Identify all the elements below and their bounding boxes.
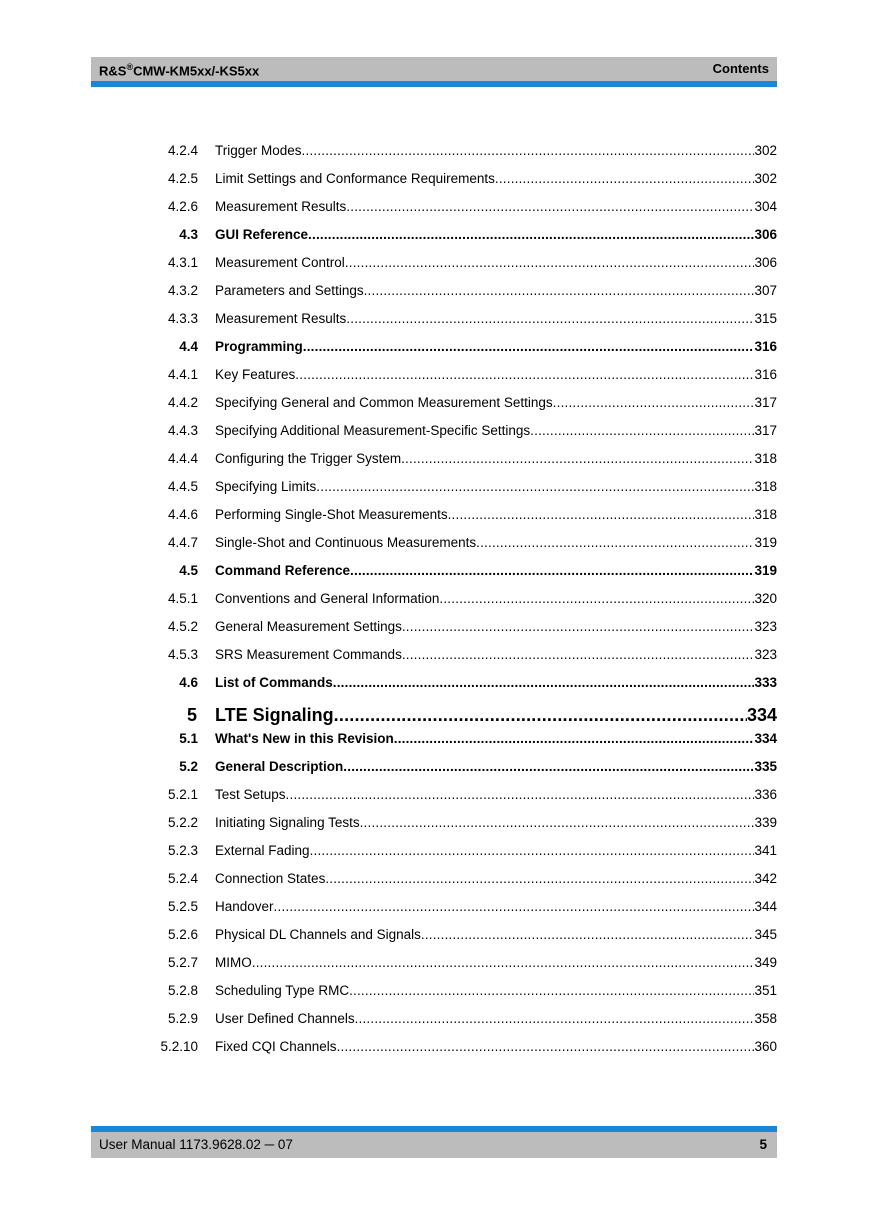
toc-entry-number: 4.5.2 bbox=[167, 619, 198, 634]
leader-dots bbox=[295, 364, 754, 386]
toc-entry-title: GUI Reference bbox=[215, 227, 309, 242]
toc-entry-page: 316 bbox=[754, 367, 777, 382]
toc-entry-page: 344 bbox=[754, 899, 777, 914]
toc-entry-line bbox=[215, 168, 777, 190]
toc-entry-title: What's New in this Revision bbox=[215, 731, 394, 746]
leader-dots bbox=[421, 924, 755, 946]
toc-entry[interactable] bbox=[0, 616, 869, 638]
toc-entry-line bbox=[215, 392, 777, 414]
page-header bbox=[91, 57, 777, 87]
toc-entry[interactable] bbox=[0, 448, 869, 470]
toc-entry-title: Handover bbox=[215, 899, 274, 914]
toc-entry-page: 302 bbox=[754, 143, 777, 158]
toc-entry[interactable] bbox=[0, 280, 869, 302]
toc-entry-title: Measurement Control bbox=[215, 255, 345, 270]
toc-entry-line bbox=[215, 448, 777, 470]
toc-entry[interactable] bbox=[0, 784, 869, 806]
toc-entry-number: 4.4.7 bbox=[167, 535, 198, 550]
toc-entry-title: User Defined Channels bbox=[215, 1011, 355, 1026]
toc-entry-line bbox=[215, 616, 777, 638]
toc-entry-page: 339 bbox=[754, 815, 777, 830]
toc-entry-line bbox=[215, 644, 777, 666]
toc-entry-line bbox=[215, 588, 777, 610]
toc-entry-number: 4.4.3 bbox=[167, 423, 198, 438]
toc-entry-page: 360 bbox=[754, 1039, 777, 1054]
toc-entry-page: 336 bbox=[754, 787, 777, 802]
leader-dots bbox=[349, 980, 754, 1002]
leader-dots bbox=[310, 840, 755, 862]
toc-entry-line bbox=[215, 308, 777, 330]
leader-dots bbox=[252, 952, 755, 974]
toc-entry-number: 5.2.9 bbox=[167, 1011, 198, 1026]
toc-entry-number: 5.2.1 bbox=[167, 787, 198, 802]
toc-entry[interactable] bbox=[0, 672, 869, 694]
leader-dots bbox=[325, 868, 754, 890]
toc-entry-number: 5.2.7 bbox=[167, 955, 198, 970]
leader-dots bbox=[346, 196, 754, 218]
toc-entry-page: 306 bbox=[754, 227, 777, 242]
leader-dots bbox=[308, 224, 754, 246]
toc-entry-number: 4.4.4 bbox=[167, 451, 198, 466]
toc-entry-line bbox=[215, 504, 777, 526]
toc-entry-number: 5.2.6 bbox=[167, 927, 198, 942]
toc-entry[interactable] bbox=[0, 392, 869, 414]
toc-entry-title: Scheduling Type RMC bbox=[215, 983, 350, 998]
toc-entry-line bbox=[215, 364, 777, 386]
toc-entry-number: 4.2.6 bbox=[167, 199, 198, 214]
toc-entry-number: 4.4.2 bbox=[167, 395, 198, 410]
toc-entry[interactable] bbox=[0, 364, 869, 386]
toc-entry-line bbox=[215, 420, 777, 442]
toc-entry-line bbox=[215, 868, 777, 890]
toc-entry[interactable] bbox=[0, 476, 869, 498]
toc-entry-title: Performing Single-Shot Measurements bbox=[215, 507, 448, 522]
toc-entry-title: Physical DL Channels and Signals bbox=[215, 927, 421, 942]
toc-entry[interactable] bbox=[0, 196, 869, 218]
page-number: 5 bbox=[759, 1137, 767, 1152]
leader-dots bbox=[401, 448, 754, 470]
toc-entry-number: 4.3.3 bbox=[167, 311, 198, 326]
toc-entry-page: 318 bbox=[754, 451, 777, 466]
toc-entry-line bbox=[215, 252, 777, 274]
leader-dots bbox=[302, 140, 755, 162]
product-name: R&S®CMW-KM5xx/-KS5xx bbox=[99, 62, 260, 79]
manual-id: User Manual 1173.9628.02 ─ 07 bbox=[99, 1137, 293, 1152]
toc-entry-line bbox=[215, 672, 777, 694]
leader-dots bbox=[360, 812, 755, 834]
toc-entry-number: 4.6 bbox=[179, 675, 198, 690]
toc-entry-page: 317 bbox=[754, 395, 777, 410]
toc-entry-line bbox=[215, 896, 777, 918]
toc-entry-title: List of Commands bbox=[215, 675, 333, 690]
toc-entry-line bbox=[215, 560, 777, 582]
toc-entry-page: 307 bbox=[754, 283, 777, 298]
toc-entry-page: 358 bbox=[754, 1011, 777, 1026]
leader-dots bbox=[364, 280, 755, 302]
toc-entry-title: Connection States bbox=[215, 871, 326, 886]
leader-dots bbox=[355, 1008, 755, 1030]
toc-entry-title: MIMO bbox=[215, 955, 252, 970]
leader-dots bbox=[337, 1036, 755, 1058]
toc-entry-title: Limit Settings and Conformance Requirements bbox=[215, 171, 495, 186]
toc-entry-page: 342 bbox=[754, 871, 777, 886]
leader-dots bbox=[274, 896, 755, 918]
toc-entry-number: 5.2.10 bbox=[160, 1039, 198, 1054]
toc-entry-page: 318 bbox=[754, 479, 777, 494]
toc-entry-number: 4.5 bbox=[179, 563, 198, 578]
leader-dots bbox=[530, 420, 754, 442]
toc-entry-number: 5.2.5 bbox=[167, 899, 198, 914]
leader-dots bbox=[343, 756, 754, 778]
toc-entry-number: 4.5.1 bbox=[167, 591, 198, 606]
toc-entry-title: External Fading bbox=[215, 843, 310, 858]
leader-dots bbox=[346, 308, 754, 330]
toc-entry[interactable] bbox=[0, 840, 869, 862]
toc-entry-number: 5.2.8 bbox=[167, 983, 198, 998]
toc-entry-title: General Description bbox=[215, 759, 344, 774]
toc-entry-title: Measurement Results bbox=[215, 311, 347, 326]
toc-entry[interactable] bbox=[0, 700, 869, 730]
toc-entry[interactable] bbox=[0, 644, 869, 666]
toc-entry-title: General Measurement Settings bbox=[215, 619, 402, 634]
toc-entry-number: 4.4.5 bbox=[167, 479, 198, 494]
toc-entry[interactable] bbox=[0, 924, 869, 946]
toc-entry-line bbox=[215, 196, 777, 218]
leader-dots bbox=[553, 392, 755, 414]
toc-entry-page: 334 bbox=[754, 731, 777, 746]
toc-entry[interactable] bbox=[0, 952, 869, 974]
leader-dots bbox=[439, 588, 754, 610]
toc-entry-page: 317 bbox=[754, 423, 777, 438]
toc-entry[interactable] bbox=[0, 980, 869, 1002]
leader-dots bbox=[334, 700, 747, 730]
toc-entry-number: 4.2.5 bbox=[167, 171, 198, 186]
leader-dots bbox=[394, 728, 755, 750]
section-title: Contents bbox=[712, 61, 769, 76]
leader-dots bbox=[495, 168, 755, 190]
toc-entry-line bbox=[215, 224, 777, 246]
toc-entry[interactable] bbox=[0, 252, 869, 274]
toc-entry-title: Measurement Results bbox=[215, 199, 347, 214]
leader-dots bbox=[448, 504, 755, 526]
leader-dots bbox=[402, 644, 755, 666]
leader-dots bbox=[345, 252, 755, 274]
toc-entry[interactable] bbox=[0, 756, 869, 778]
toc-entry-line bbox=[215, 784, 777, 806]
toc-entry[interactable] bbox=[0, 868, 869, 890]
toc-entry[interactable] bbox=[0, 504, 869, 526]
toc-entry[interactable] bbox=[0, 1036, 869, 1058]
toc-entry-line bbox=[215, 924, 777, 946]
toc-entry[interactable] bbox=[0, 896, 869, 918]
toc-entry-number: 4.4 bbox=[179, 339, 198, 354]
toc-entry-line bbox=[215, 812, 777, 834]
toc-entry-number: 4.3 bbox=[179, 227, 198, 242]
toc-entry-title: Specifying Limits bbox=[215, 479, 317, 494]
toc-entry-number: 4.4.1 bbox=[167, 367, 198, 382]
toc-entry-number: 4.2.4 bbox=[167, 143, 198, 158]
toc-entry[interactable] bbox=[0, 560, 869, 582]
toc-entry-page: 333 bbox=[754, 675, 777, 690]
toc-entry[interactable] bbox=[0, 728, 869, 750]
toc-entry-page: 323 bbox=[754, 619, 777, 634]
toc-entry-page: 315 bbox=[754, 311, 777, 326]
toc-entry-page: 318 bbox=[754, 507, 777, 522]
toc-entry-page: 306 bbox=[754, 255, 777, 270]
toc-entry-number: 4.5.3 bbox=[167, 647, 198, 662]
toc-entry-page: 335 bbox=[754, 759, 777, 774]
toc-entry-line bbox=[215, 336, 777, 358]
toc-entry-page: 341 bbox=[754, 843, 777, 858]
toc-entry-line bbox=[215, 756, 777, 778]
toc-entry-line bbox=[215, 952, 777, 974]
toc-entry-line bbox=[215, 1036, 777, 1058]
toc-entry[interactable] bbox=[0, 532, 869, 554]
toc-entry-number: 4.3.1 bbox=[167, 255, 198, 270]
leader-dots bbox=[303, 336, 755, 358]
page-footer bbox=[91, 1126, 777, 1158]
toc-entry-page: 334 bbox=[746, 705, 777, 725]
toc-entry-page: 319 bbox=[754, 563, 777, 578]
toc-entry[interactable] bbox=[0, 168, 869, 190]
toc-entry-line bbox=[215, 476, 777, 498]
toc-entry-line bbox=[215, 980, 777, 1002]
toc-entry-page: 320 bbox=[754, 591, 777, 606]
toc-entry-line bbox=[215, 140, 777, 162]
toc-entry[interactable] bbox=[0, 224, 869, 246]
toc-entry[interactable] bbox=[0, 1008, 869, 1030]
leader-dots bbox=[476, 532, 754, 554]
toc-entry-title: Conventions and General Information bbox=[215, 591, 440, 606]
toc-entry-page: 323 bbox=[754, 647, 777, 662]
toc-entry-page: 345 bbox=[754, 927, 777, 942]
toc-entry-line bbox=[215, 840, 777, 862]
toc-entry-page: 302 bbox=[754, 171, 777, 186]
toc-entry-title: Key Features bbox=[215, 367, 296, 382]
toc-entry-number: 4.3.2 bbox=[167, 283, 198, 298]
toc-entry-title: Single-Shot and Continuous Measurements bbox=[215, 535, 477, 550]
toc-entry-title: SRS Measurement Commands bbox=[215, 647, 402, 662]
toc-entry-page: 351 bbox=[754, 983, 777, 998]
toc-entry-line bbox=[215, 700, 777, 730]
toc-entry-title: Command Reference bbox=[215, 563, 351, 578]
toc-entry-number: 5.2.4 bbox=[167, 871, 198, 886]
toc-entry[interactable] bbox=[0, 336, 869, 358]
toc-entry-title: Specifying Additional Measurement-Specific Settings bbox=[215, 423, 531, 438]
toc-entry-title: Parameters and Settings bbox=[215, 283, 364, 298]
toc-entry-page: 304 bbox=[754, 199, 777, 214]
toc-entry[interactable] bbox=[0, 308, 869, 330]
toc-entry-line bbox=[215, 1008, 777, 1030]
toc-entry-title: Trigger Modes bbox=[215, 143, 302, 158]
leader-dots bbox=[350, 560, 754, 582]
leader-dots bbox=[402, 616, 755, 638]
toc-entry[interactable] bbox=[0, 420, 869, 442]
toc-entry-number: 5 bbox=[186, 705, 197, 725]
toc-entry[interactable] bbox=[0, 812, 869, 834]
toc-entry-number: 5.2 bbox=[179, 759, 198, 774]
toc-entry[interactable] bbox=[0, 140, 869, 162]
toc-entry-title: Test Setups bbox=[215, 787, 286, 802]
leader-dots bbox=[316, 476, 754, 498]
toc-entry-title: Programming bbox=[215, 339, 303, 354]
toc-entry-title: Configuring the Trigger System bbox=[215, 451, 402, 466]
toc-entry-title: Specifying General and Common Measurement Settings bbox=[215, 395, 553, 410]
toc-entry-number: 5.2.3 bbox=[167, 843, 198, 858]
toc-entry-page: 349 bbox=[754, 955, 777, 970]
toc-entry-number: 5.2.2 bbox=[167, 815, 198, 830]
toc-entry-line bbox=[215, 728, 777, 750]
toc-entry-title: LTE Signaling bbox=[215, 705, 334, 725]
toc-entry[interactable] bbox=[0, 588, 869, 610]
toc-entry-line bbox=[215, 532, 777, 554]
toc-entry-page: 316 bbox=[754, 339, 777, 354]
toc-entry-number: 5.1 bbox=[179, 731, 198, 746]
leader-dots bbox=[286, 784, 755, 806]
toc-entry-title: Initiating Signaling Tests bbox=[215, 815, 360, 830]
toc-entry-page: 319 bbox=[754, 535, 777, 550]
toc-entry-title: Fixed CQI Channels bbox=[215, 1039, 337, 1054]
toc-entry-line bbox=[215, 280, 777, 302]
toc-entry-number: 4.4.6 bbox=[167, 507, 198, 522]
leader-dots bbox=[333, 672, 755, 694]
